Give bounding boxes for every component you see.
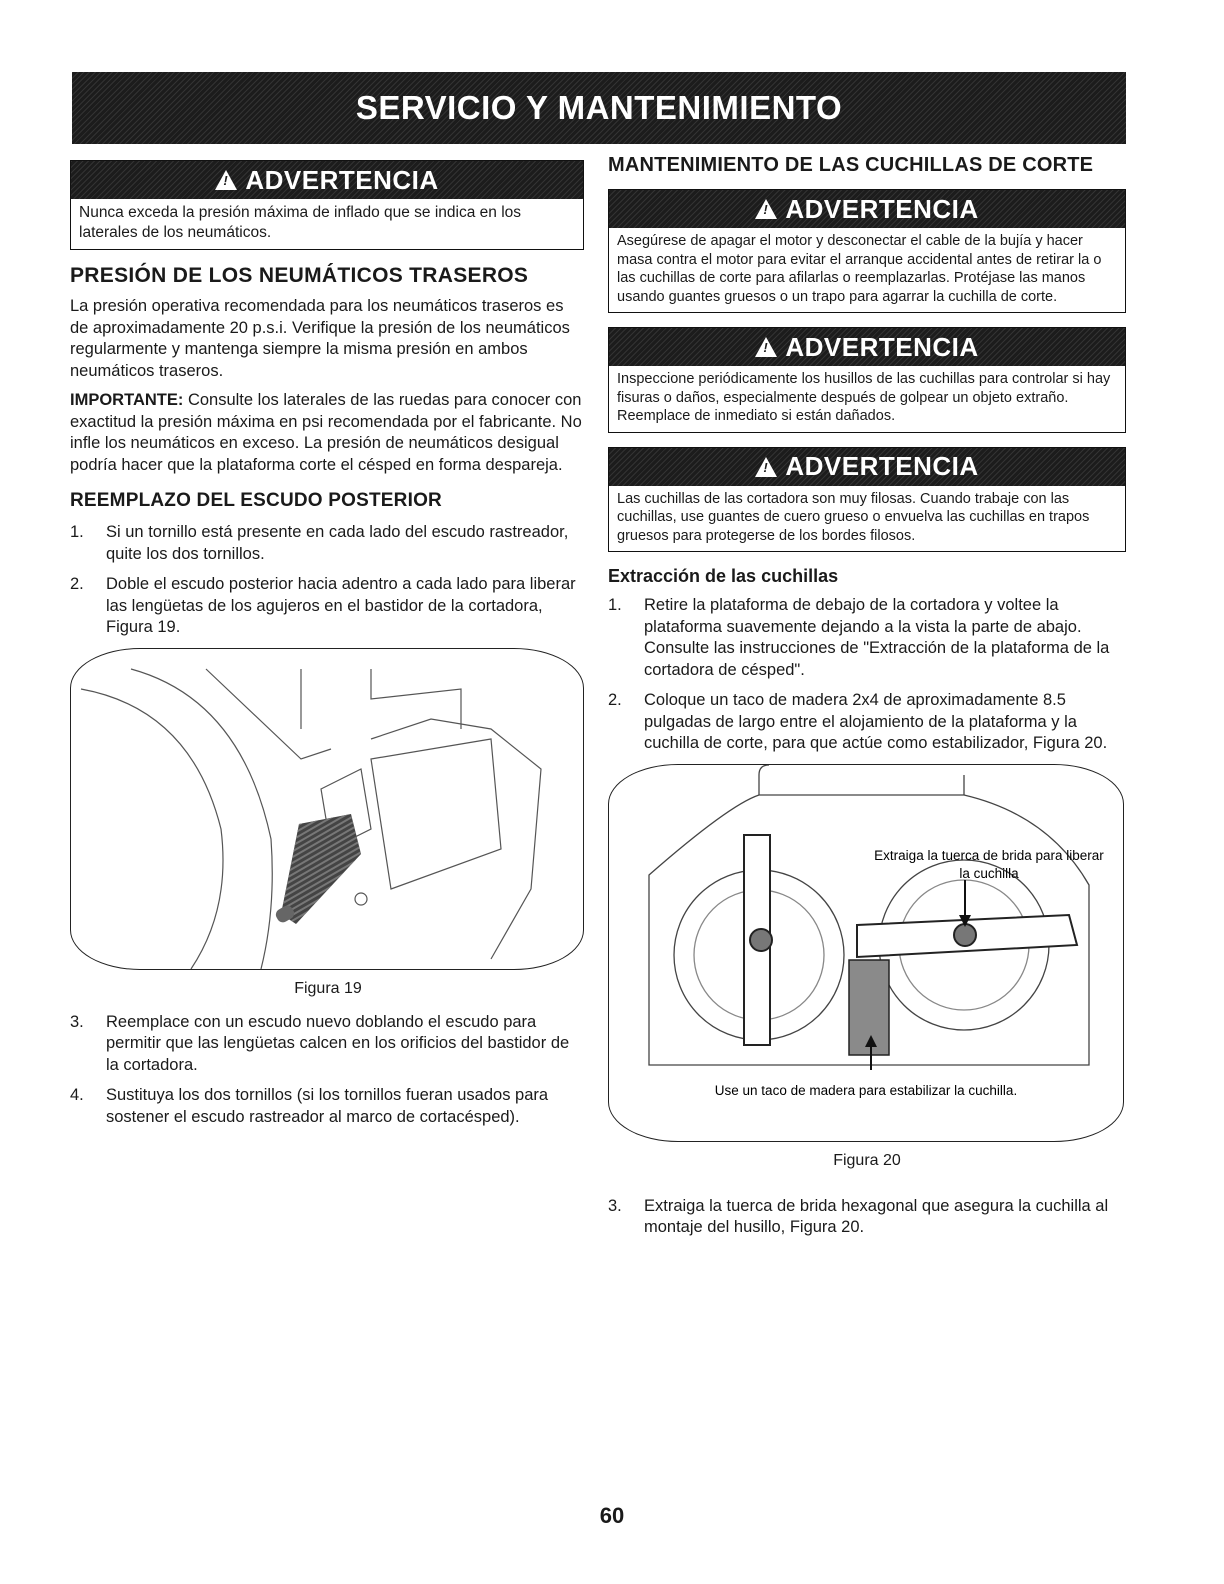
shield-steps-a — [70, 522, 586, 639]
important-label: IMPORTANTE: — [70, 391, 184, 409]
tire-pressure-paragraph: La presión operativa recomendada para los neumáticos traseros es de aproximadamente 20 p.s.i. Verifique la presión de los neumáticos regularmente y mantenga siempre la misma presión en ambos neumáticos traseros. — [70, 297, 570, 380]
figure-19-caption: Figura 19 — [294, 979, 362, 997]
warning-header — [609, 190, 1125, 228]
step-number: 4. — [70, 1086, 84, 1104]
right-column — [608, 154, 1126, 1248]
blade-maintenance-heading: MANTENIMIENTO DE LAS CUCHILLAS DE CORTE — [608, 154, 1094, 176]
deck-top-notch — [759, 765, 964, 795]
callout-block: Use un taco de madera para estabilizar la cuchilla. — [714, 1082, 1018, 1098]
warning-text: Asegúrese de apagar el motor y desconectar el cable de la bujía y hacer masa contra el motor para evitar el arranque accidental antes de retirar la o las cuchillas de corte para afilarlas o reemplazarlas. Protéjase las manos usando guantes gruesos o un trapo para agarrar la cuchilla de corte. — [617, 233, 1102, 305]
warning-box-spark-plug — [608, 189, 1126, 313]
warning-label: ADVERTENCIA — [245, 164, 439, 195]
list-item — [70, 522, 586, 565]
step-text: Extraiga la tuerca de brida hexagonal que asegura la cuchilla al montaje del husillo, Figura 20. — [644, 1196, 1109, 1236]
bolt — [355, 893, 367, 905]
list-item — [70, 1085, 586, 1128]
warning-text: Nunca exceda la presión máxima de inflado que se indica en los laterales de los neumáticos. — [79, 204, 522, 241]
list-item — [608, 690, 1126, 755]
figure-19 — [70, 648, 584, 970]
warning-header — [609, 448, 1125, 486]
figure-19-illustration — [71, 649, 583, 969]
step-text: Reemplace con un escudo nuevo doblando el escudo para permitir que las lengüetas calcen en los orificios del bastidor de la cortadora. — [106, 1012, 570, 1074]
list-item — [70, 574, 586, 639]
step-text: Sustituya los dos tornillos (si los tornillos fueran usados para sostener el escudo rastreador al marco de cortacésped). — [106, 1086, 549, 1126]
warning-box-sharp-blades — [608, 447, 1126, 553]
step-text: Retire la plataforma de debajo de la cortadora y voltee la plataforma suavemente dejando a la vista la parte de abajo. Consulte las instrucciones de "Extracción de la plataforma de la cortadora de césped". — [644, 596, 1110, 679]
shield-steps-b — [70, 1012, 586, 1129]
blade-steps-b — [608, 1196, 1126, 1239]
warning-header — [71, 161, 583, 199]
warning-box-spindle — [608, 327, 1126, 433]
step-text: Si un tornillo está presente en cada lado del escudo rastreador, quite los dos tornillos. — [106, 523, 569, 563]
shield-heading: REEMPLAZO DEL ESCUDO POSTERIOR — [70, 490, 442, 511]
rear-shield-hatch — [281, 814, 361, 924]
warning-header — [609, 328, 1125, 366]
warning-box-inflation — [70, 160, 584, 250]
figure-20 — [608, 764, 1124, 1142]
step-number: 1. — [608, 596, 622, 614]
tire-pressure-heading: PRESIÓN DE LOS NEUMÁTICOS TRASEROS — [70, 264, 529, 287]
warning-text: Inspeccione periódicamente los husillos de las cuchillas para controlar si hay fisuras o daños, especialmente después de golpear un objeto extraño. Reemplace de inmediato si están dañados. — [617, 371, 1111, 424]
step-number: 2. — [608, 691, 622, 709]
warning-text: Las cuchillas de las cortadora son muy filosas. Cuando trabaje con las cuchillas, use guantes de cuero grueso o envuelva las cuchillas en trapos gruesos para protegerse de los bordes filosos. — [617, 490, 1090, 544]
important-text: Consulte los laterales de las ruedas para conocer con exactitud la presión máxima en psi recomendada por el fabricante. No infle los neumáticos en exceso. La presión de neumáticos desigual podría hacer que la plataforma corte el césped en forma despareja. — [70, 391, 582, 474]
warning-triangle-icon — [755, 199, 777, 219]
deck-edge-line — [206, 669, 331, 759]
list-item — [608, 1196, 1126, 1239]
left-column — [70, 160, 586, 1137]
callout-nut-line1: Extraiga la tuerca de brida para liberar — [874, 847, 1104, 863]
step-number: 1. — [70, 523, 84, 541]
blade-steps-a — [608, 595, 1126, 755]
step-number: 2. — [70, 575, 84, 593]
warning-label: ADVERTENCIA — [785, 331, 979, 362]
blade-removal-heading: Extracción de las cuchillas — [608, 566, 839, 586]
page-title-banner — [72, 72, 1126, 144]
figure-20-illustration — [609, 765, 1123, 1141]
mower-wheel-outline — [81, 689, 223, 969]
step-number: 3. — [70, 1012, 84, 1031]
left-spindle-nut — [750, 929, 772, 951]
warning-label: ADVERTENCIA — [785, 193, 979, 224]
page-number: 60 — [599, 1503, 625, 1528]
callout-nut-line2: la cuchilla — [959, 865, 1019, 881]
warning-triangle-icon — [755, 337, 777, 357]
warning-triangle-icon — [215, 170, 237, 190]
step-text: Doble el escudo posterior hacia adentro a cada lado para liberar las lengüetas de los agujeros en el bastidor de la cortadora, Figura 19. — [106, 575, 576, 636]
flange-nut — [954, 924, 976, 946]
page-title: SERVICIO Y MANTENIMIENTO — [355, 89, 843, 126]
chassis-plate — [371, 739, 501, 889]
step-number: 3. — [608, 1196, 622, 1215]
step-text: Coloque un taco de madera 2x4 de aproximadamente 8.5 pulgadas de largo entre el alojamiento de la plataforma y la cuchilla de corte, para que actúe como estabilizador, Figura 20. — [644, 691, 1108, 752]
list-item — [70, 1012, 586, 1077]
warning-label: ADVERTENCIA — [785, 451, 979, 481]
figure-20-caption: Figura 20 — [833, 1151, 901, 1169]
warning-triangle-icon — [755, 457, 777, 477]
mower-wheel-inner — [131, 669, 272, 969]
important-paragraph — [70, 390, 586, 476]
list-item — [608, 595, 1126, 681]
